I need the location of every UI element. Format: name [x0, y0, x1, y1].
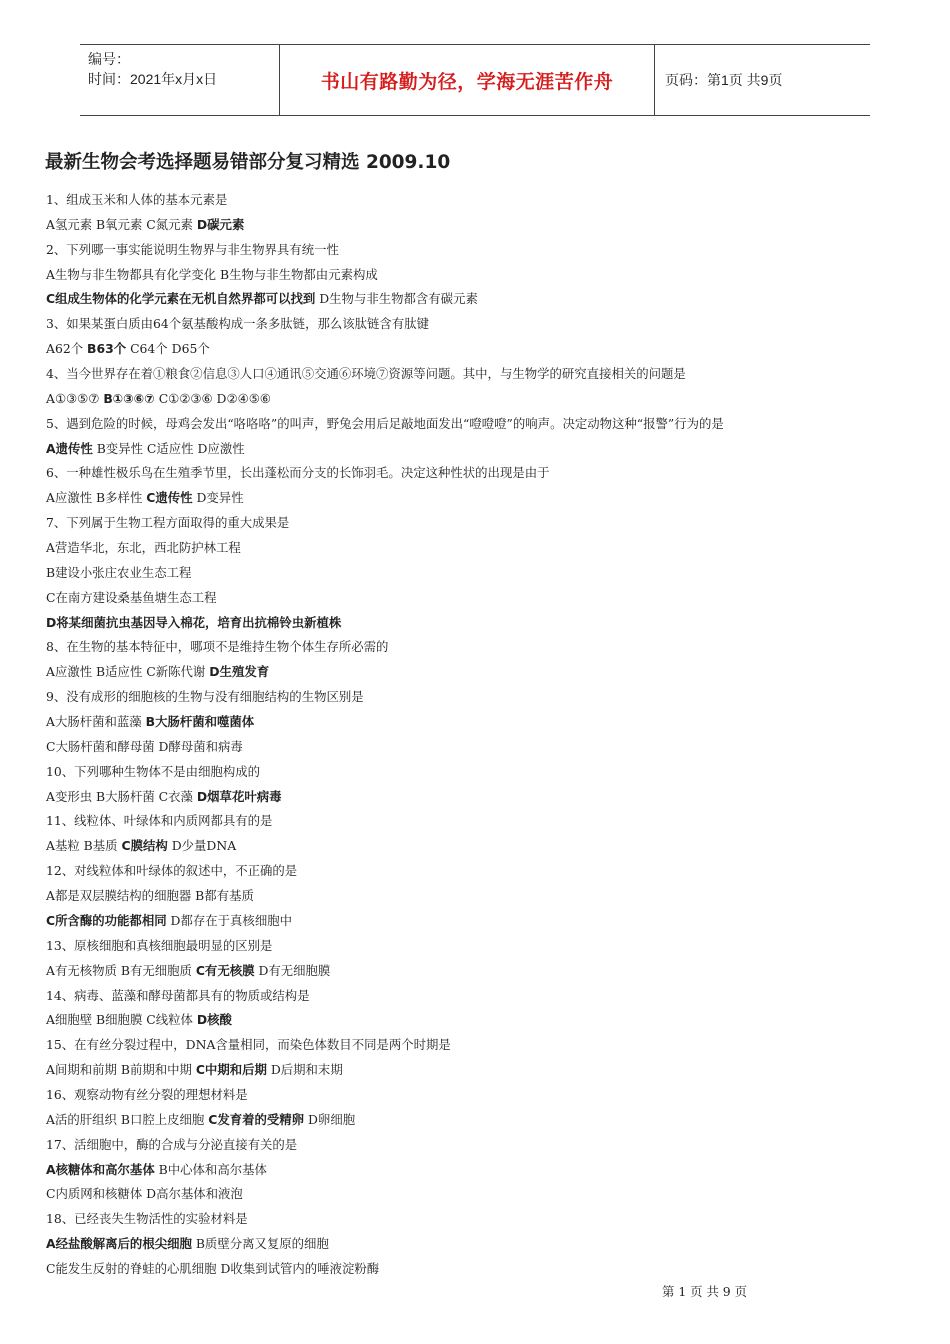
- line-text: 11、线粒体、叶绿体和内质网都具有的是: [46, 813, 273, 829]
- answer-highlight: B63个: [87, 341, 127, 357]
- line-text: 3、如果某蛋白质由64个氨基酸构成一条多肽链，那么该肽链含有肽键: [46, 316, 429, 332]
- text-line: [46, 1133, 906, 1158]
- text-line: [46, 238, 906, 263]
- line-text: C64个 D65个: [126, 341, 210, 357]
- text-line: [46, 362, 906, 387]
- line-text: C在南方建设桑基鱼塘生态工程: [46, 589, 217, 605]
- text-line: [46, 834, 906, 859]
- text-line: [46, 1257, 906, 1282]
- line-text: B质壁分离又复原的细胞: [191, 1236, 329, 1252]
- text-line: [46, 809, 906, 834]
- line-text: 12、对线粒体和叶绿体的叙述中，不正确的是: [46, 863, 298, 879]
- text-line: [46, 660, 906, 685]
- line-text: C①②③⑥ D②④⑤⑥: [154, 390, 271, 406]
- line-text: 7、下列属于生物工程方面取得的重大成果是: [46, 515, 290, 531]
- line-text: 5、遇到危险的时候，母鸡会发出“咯咯咯”的叫声，野兔会用后足敲地面发出“噔噔噔”的响声。决定动物这种“报警”行为的是: [46, 415, 724, 431]
- line-text: 8、在生物的基本特征中，哪项不是维持生物个体生存所必需的: [46, 639, 389, 655]
- text-line: [46, 785, 906, 810]
- line-text: 16、观察动物有丝分裂的理想材料是: [46, 1086, 248, 1102]
- text-line: [46, 710, 906, 735]
- text-line: [46, 1058, 906, 1083]
- text-line: [46, 1083, 906, 1108]
- line-text: A有无核物质 B有无细胞质: [46, 962, 196, 978]
- text-line: [46, 213, 906, 238]
- text-line: [46, 312, 906, 337]
- answer-highlight: A遗传性: [46, 440, 93, 456]
- answer-highlight: C有无核膜: [195, 962, 255, 978]
- line-text: A都是双层膜结构的细胞器 B都有基质: [46, 888, 254, 904]
- header-meta: [80, 45, 280, 115]
- line-text: 13、原核细胞和真核细胞最明显的区别是: [46, 937, 273, 953]
- text-line: [46, 909, 906, 934]
- header-motto: 书山有路勤为径，学海无涯苦作舟: [280, 45, 655, 115]
- line-text: A间期和前期 B前期和中期: [46, 1062, 196, 1078]
- text-line: [46, 984, 906, 1009]
- line-text: 10、下列哪种生物体不是由细胞构成的: [46, 763, 261, 779]
- line-text: 17、活细胞中，酶的合成与分泌直接有关的是: [46, 1136, 298, 1152]
- answer-highlight: C组成生物体的化学元素在无机自然界都可以找到: [46, 291, 316, 307]
- line-text: C能发生反射的脊蛙的心肌细胞 D收集到试管内的唾液淀粉酶: [46, 1260, 380, 1276]
- answer-highlight: C中期和后期: [195, 1062, 267, 1078]
- line-text: A62个: [46, 341, 88, 357]
- text-line: [46, 884, 906, 909]
- text-line: [46, 561, 906, 586]
- line-text: B中心体和高尔基体: [154, 1161, 267, 1177]
- document-title: 最新生物会考选择题易错部分复习精选 2009.10: [45, 152, 451, 173]
- line-text: D卵细胞: [304, 1111, 356, 1127]
- answer-highlight: B大肠杆菌和噬菌体: [145, 714, 255, 730]
- line-text: A营造华北，东北，西北防护林工程: [46, 540, 241, 556]
- text-line: [46, 760, 906, 785]
- text-line: [46, 461, 906, 486]
- line-text: D后期和末期: [266, 1062, 343, 1078]
- line-text: A应激性 B适应性 C新陈代谢: [46, 664, 210, 680]
- line-text: C大肠杆菌和酵母菌 D酵母菌和病毒: [46, 738, 243, 754]
- text-line: [46, 859, 906, 884]
- line-text: 15、在有丝分裂过程中，DNA含量相同，而染色体数目不同是两个时期是: [46, 1037, 451, 1053]
- text-line: [46, 586, 906, 611]
- line-text: D生物与非生物都含有碳元素: [315, 291, 478, 307]
- line-text: 18、已经丧失生物活性的实验材料是: [46, 1211, 248, 1227]
- line-text: 6、一种雄性极乐鸟在生殖季节里，长出蓬松而分支的长饰羽毛。决定这种性状的出现是由于: [46, 465, 550, 481]
- page-header: [80, 44, 870, 116]
- text-line: [46, 934, 906, 959]
- text-line: [46, 188, 906, 213]
- answer-highlight: C所含酶的功能都相同: [46, 912, 167, 928]
- text-line: [46, 959, 906, 984]
- line-text: A活的肝组织 B口腔上皮细胞: [46, 1111, 209, 1127]
- line-text: A变形虫 B大肠杆菌 C衣藻: [46, 788, 197, 804]
- document-number-label: 编号：: [88, 51, 130, 67]
- page-footer: 第 1 页 共 9 页: [662, 1284, 748, 1299]
- question-list: [46, 188, 906, 1282]
- answer-highlight: B①③⑥⑦: [103, 390, 155, 406]
- line-text: B变异性 C适应性 D应激性: [92, 440, 245, 456]
- text-line: [46, 735, 906, 760]
- line-text: A①③⑤⑦: [46, 390, 104, 406]
- answer-highlight: C遗传性: [146, 490, 193, 506]
- line-text: A基粒 B基质: [46, 838, 122, 854]
- line-text: 9、没有成形的细胞核的生物与没有细胞结构的生物区别是: [46, 689, 364, 705]
- document-date: 时间：2021年x月x日: [88, 71, 218, 87]
- line-text: 4、当今世界存在着①粮食②信息③人口④通讯⑤交通⑥环境⑦资源等问题。其中，与生物学的研究直接相关的问题是: [46, 366, 686, 382]
- text-line: [46, 437, 906, 462]
- text-line: [46, 486, 906, 511]
- answer-highlight: D核酸: [196, 1012, 232, 1028]
- text-line: [46, 1207, 906, 1232]
- line-text: 1、组成玉米和人体的基本元素是: [46, 192, 228, 207]
- answer-highlight: A经盐酸解离后的根尖细胞: [46, 1236, 192, 1252]
- line-text: A生物与非生物都具有化学变化 B生物与非生物都由元素构成: [46, 266, 378, 282]
- answer-highlight: C发育着的受精卵: [208, 1111, 305, 1127]
- text-line: [46, 635, 906, 660]
- line-text: B建设小张庄农业生态工程: [46, 564, 192, 580]
- text-line: [46, 1033, 906, 1058]
- line-text: A细胞壁 B细胞膜 C线粒体: [46, 1012, 197, 1028]
- text-line: [46, 685, 906, 710]
- answer-highlight: D生殖发育: [209, 664, 270, 680]
- text-line: [46, 387, 906, 412]
- line-text: D有无细胞膜: [254, 962, 331, 978]
- line-text: A氢元素 B氧元素 C氮元素: [46, 216, 197, 232]
- line-text: D少量DNA: [167, 838, 237, 854]
- line-text: A应激性 B多样性: [46, 490, 147, 506]
- line-text: D都存在于真核细胞中: [166, 912, 292, 928]
- answer-highlight: A核糖体和高尔基体: [46, 1161, 155, 1177]
- text-line: [46, 611, 906, 636]
- text-line: [46, 1108, 906, 1133]
- text-line: [46, 337, 906, 362]
- text-line: [46, 536, 906, 561]
- line-text: 14、病毒、蓝藻和酵母菌都具有的物质或结构是: [46, 987, 310, 1003]
- text-line: [46, 263, 906, 288]
- text-line: [46, 287, 906, 312]
- answer-highlight: D烟草花叶病毒: [196, 788, 282, 804]
- text-line: [46, 1182, 906, 1207]
- header-page-info: 页码：第1页 共9页: [665, 72, 783, 88]
- text-line: [46, 412, 906, 437]
- line-text: A大肠杆菌和蓝藻: [46, 714, 146, 730]
- line-text: 2、下列哪一事实能说明生物界与非生物界具有统一性: [46, 241, 339, 257]
- answer-highlight: C膜结构: [121, 838, 168, 854]
- text-line: [46, 1158, 906, 1183]
- text-line: [46, 1232, 906, 1257]
- line-text: C内质网和核糖体 D高尔基体和液泡: [46, 1186, 243, 1202]
- answer-highlight: D将某细菌抗虫基因导入棉花，培育出抗棉铃虫新植株: [46, 614, 342, 630]
- answer-highlight: D碳元素: [196, 216, 245, 232]
- line-text: D变异性: [192, 490, 244, 506]
- text-line: [46, 1008, 906, 1033]
- text-line: [46, 511, 906, 536]
